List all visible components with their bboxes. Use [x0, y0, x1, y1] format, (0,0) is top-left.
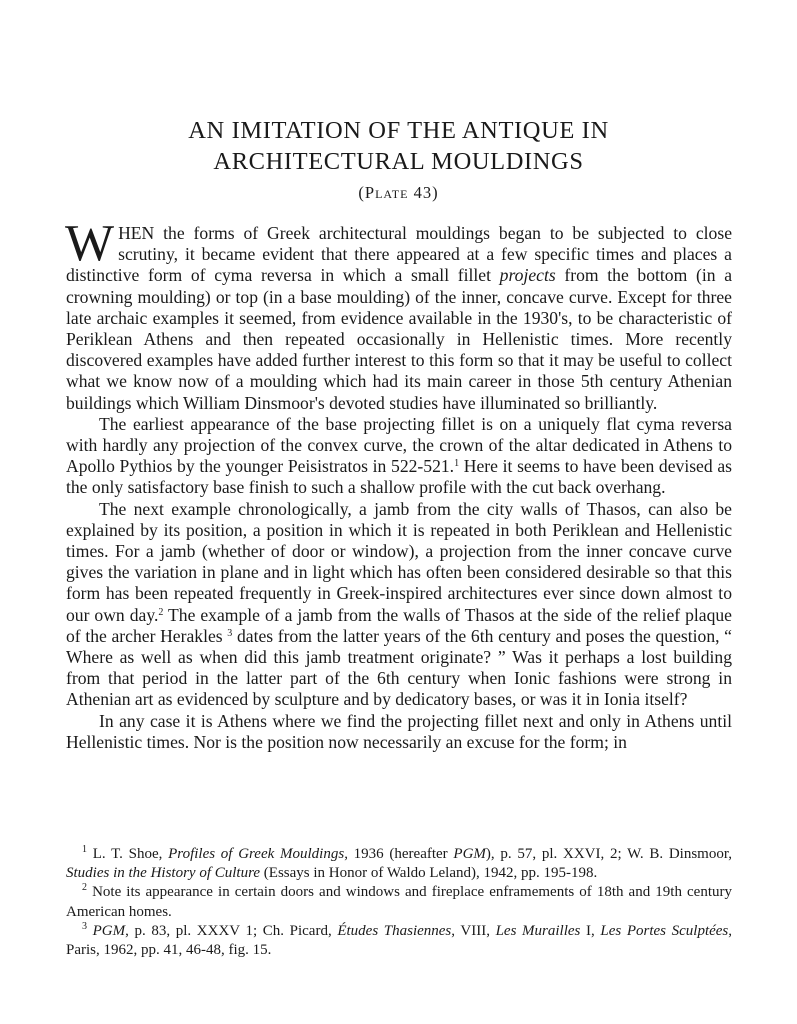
footnote-1-title-2: Studies in the History of Culture	[66, 865, 261, 882]
footnote-1-abbrev: PGM	[453, 846, 486, 862]
footnote-1-text-b: , 1936 (hereafter	[344, 846, 454, 862]
footnote-1-text-d: (Essays in Honor of Waldo Leland), 1942, pp. 195-198.	[260, 865, 598, 882]
footnote-3	[66, 922, 732, 960]
footnote-3-text-b: , VIII,	[451, 922, 496, 939]
paragraph-1-text-b: from the bottom (in a crowning moulding) or top (in a base moulding) of the inner, concave curve. Except for three late archaic examples it seemed, from evidence available in the 1930's, to be characteristic of Periklean Athens and then repeated occasionally in Hellenistic times. More recently discovered examples have added further interest to this form so that it may be useful to collect what we know now of a moulding which had its main career in those 5th century Athenian buildings which William Dinsmoor's devoted studies have illuminated so brilliantly.	[66, 265, 732, 413]
footnote-1-text-c: ), p. 57, pl. XXVI, 2; W. B. Dinsmoor,	[485, 846, 732, 862]
paragraph-3-text-b: The example of a jamb from the walls of Thasos at the side of the relief plaque of the archer Herakles	[66, 604, 732, 646]
footnote-1-title: Profiles of Greek Mouldings	[168, 846, 345, 862]
footnote-3-abbrev: PGM	[87, 922, 126, 939]
paragraph-2-text-a: The earliest appearance of the base projecting fillet is on a uniquely flat cyma reversa with hardly any projection of the convex curve, the crown of the altar dedicated in Athens to Apollo Pythios by the younger Peisistratos in 522-521.	[66, 413, 732, 477]
footnote-2-number: 2	[82, 882, 87, 894]
footnote-3-text-c: I,	[580, 922, 601, 939]
footnote-2	[66, 883, 732, 921]
article-title-line-2: ARCHITECTURAL MOULDINGS	[213, 148, 584, 175]
article-body	[65, 215, 733, 753]
footnote-1-number: 1	[82, 844, 87, 855]
footnote-1-text-a: L. T. Shoe,	[87, 846, 169, 862]
paragraph-1-text-a: HEN the forms of Greek architectural mouldings began to be subjected to close scrutiny, it became evident that there appeared at a few specific times and places a distinctive form of cyma reversa in which a small fillet	[66, 223, 732, 286]
drop-cap: W	[65, 215, 115, 272]
article-title-line-1: AN IMITATION OF THE ANTIQUE IN	[188, 117, 609, 144]
footnote-3-number: 3	[82, 920, 87, 932]
footnote-3-text-a: , p. 83, pl. XXXV 1; Ch. Picard,	[125, 922, 338, 939]
paragraph-1	[65, 215, 732, 414]
footnote-3-text-d: , Paris, 1962, pp. 41, 46-48, fig. 15.	[66, 922, 733, 959]
footnote-3-title-3: Les Portes Sculptées	[600, 922, 729, 939]
paragraph-3-text-c: dates from the latter years of the 6th century and poses the question, “ Where as well as when did this jamb treatment originate? ” Was it perhaps a lost building from that period in the latter part of the 6th century when Ionic fashions were strong in Athenian art as evidenced by sculpture and by dedicatory bases, or was it in Ionia itself?	[66, 625, 732, 710]
paragraph-2-text-b: Here it seems to have been devised as the only satisfactory base finish to such a shallow profile with the cut back overhang.	[66, 456, 733, 498]
footnotes	[66, 845, 732, 960]
footnote-3-title-1: Études Thasiennes	[337, 922, 452, 939]
footnote-ref-1: 1	[454, 458, 460, 470]
paragraph-4: In any case it is Athens where we find the projecting fillet next and only in Athens until Hellenistic times. Nor is the position now necessarily an excuse for the form; in	[66, 710, 732, 752]
paragraph-2	[66, 414, 732, 499]
plate-word: Plate	[364, 183, 409, 202]
footnote-1	[66, 845, 732, 883]
footnote-ref-3: 3	[227, 627, 233, 639]
paragraph-1-emphasis: projects	[499, 265, 556, 286]
plate-number: 43)	[413, 183, 439, 202]
footnote-ref-2: 2	[158, 606, 164, 618]
plate-open-paren: (	[358, 183, 365, 202]
footnote-3-title-2: Les Murailles	[495, 922, 581, 939]
plate-reference	[0, 183, 797, 203]
footnote-2-text: Note its appearance in certain doors and windows and fireplace enframements of 18th and 19th century American homes.	[66, 884, 732, 920]
paragraph-3-text-a: The next example chronologically, a jamb from the city walls of Thasos, can also be explained by its position, a position in which it is repeated in both Periklean and Hellenistic times. For a jamb (whether of door or window), a projection from the inner concave curve gives the variation in plane and in light which has often been considered desirable so that this form has been repeated frequently in Greek-inspired architectures ever since down almost to our own day.	[66, 498, 732, 625]
paragraph-3	[66, 499, 732, 711]
